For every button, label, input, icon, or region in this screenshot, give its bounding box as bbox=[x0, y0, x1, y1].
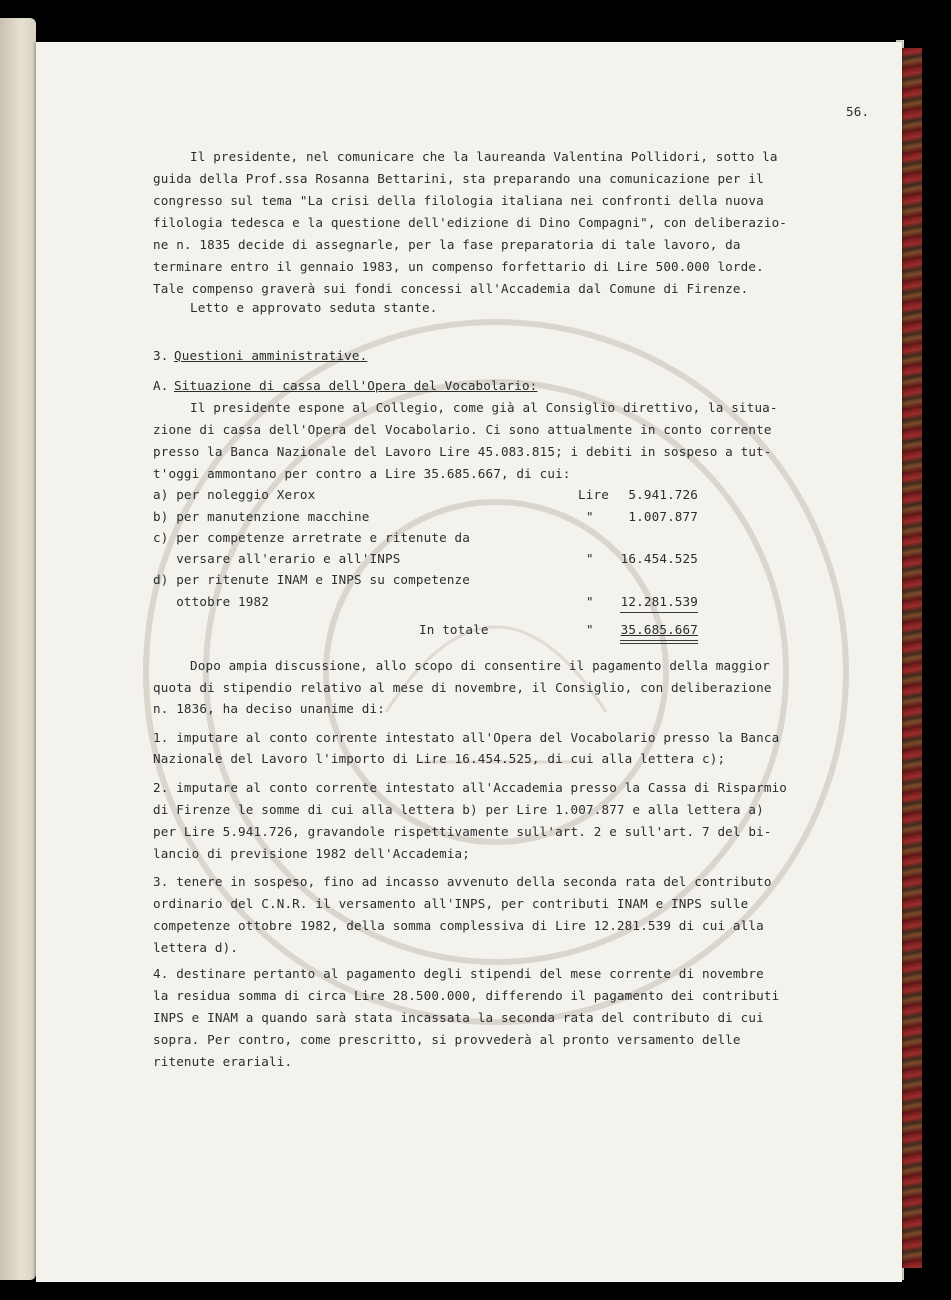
debt-description: c) per competenze arretrate e ritenute da bbox=[153, 530, 471, 545]
debt-description: d) per ritenute INAM e INPS su competenze bbox=[153, 572, 471, 587]
subsection-number: A. bbox=[153, 378, 169, 393]
paragraph-line: Dopo ampia discussione, allo scopo di consentire il pagamento della maggior bbox=[190, 658, 770, 673]
resolution-item-line: competenze ottobre 1982, della somma complessiva di Lire 12.281.539 di cui alla bbox=[153, 918, 764, 933]
approval-note: Letto e approvato seduta stante. bbox=[190, 300, 438, 315]
paragraph-line: presso la Banca Nazionale del Lavoro Lire 45.083.815; i debiti in sospeso a tut- bbox=[153, 444, 772, 459]
resolution-item-line: 1. imputare al conto corrente intestato all'Opera del Vocabolario presso la Banca bbox=[153, 730, 780, 745]
resolution-item-line: 2. imputare al conto corrente intestato all'Accademia presso la Cassa di Risparmio bbox=[153, 780, 788, 795]
debt-amount: 1.007.877 bbox=[628, 509, 698, 524]
total-amount: 35.685.667 bbox=[620, 622, 698, 637]
paragraph-line: terminare entro il gennaio 1983, un compenso forfettario di Lire 500.000 lorde. bbox=[153, 259, 764, 274]
double-rule bbox=[620, 640, 698, 641]
debt-description: ottobre 1982 bbox=[153, 594, 269, 609]
paragraph-line: zione di cassa dell'Opera del Vocabolario. Ci sono attualmente in conto corrente bbox=[153, 422, 772, 437]
section-number: 3. bbox=[153, 348, 169, 363]
resolution-item-line: ritenute erariali. bbox=[153, 1054, 293, 1069]
resolution-item-line: 4. destinare pertanto al pagamento degli stipendi del mese corrente di novembre bbox=[153, 966, 764, 981]
resolution-item-line: la residua somma di circa Lire 28.500.000, differendo il pagamento dei contributi bbox=[153, 988, 780, 1003]
section-title: Questioni amministrative. bbox=[174, 348, 368, 363]
page-number: 56. bbox=[846, 104, 870, 119]
document-page bbox=[36, 42, 902, 1282]
resolution-item-line: per Lire 5.941.726, gravandole rispettivamente sull'art. 2 e sull'art. 7 del bi- bbox=[153, 824, 772, 839]
debt-amount: 12.281.539 bbox=[620, 594, 698, 609]
paragraph-line: Il presidente, nel comunicare che la laureanda Valentina Pollidori, sotto la bbox=[190, 149, 778, 164]
paragraph-line: guida della Prof.ssa Rosanna Bettarini, sta preparando una comunicazione per il bbox=[153, 171, 764, 186]
resolution-item-line: 3. tenere in sospeso, fino ad incasso avvenuto della seconda rata del contributo bbox=[153, 874, 772, 889]
currency-mark: " bbox=[586, 594, 594, 609]
double-rule bbox=[620, 643, 698, 644]
resolution-item-line: Nazionale del Lavoro l'importo di Lire 16.454.525, di cui alla lettera c); bbox=[153, 751, 726, 766]
currency-mark: " bbox=[586, 551, 594, 566]
left-page-edge bbox=[0, 18, 36, 1280]
paragraph-line: quota di stipendio relativo al mese di novembre, il Consiglio, con deliberazione bbox=[153, 680, 772, 695]
debt-description: versare all'erario e all'INPS bbox=[153, 551, 401, 566]
debt-amount: 5.941.726 bbox=[628, 487, 698, 502]
currency-mark: Lire bbox=[578, 487, 609, 502]
total-currency-mark: " bbox=[586, 622, 594, 637]
paragraph-line: n. 1836, ha deciso unanime di: bbox=[153, 701, 385, 716]
resolution-item-line: ordinario del C.N.R. il versamento all'INPS, per contributi INAM e INPS sulle bbox=[153, 896, 749, 911]
debt-description: b) per manutenzione macchine bbox=[153, 509, 370, 524]
resolution-item-line: lancio di previsione 1982 dell'Accademia; bbox=[153, 846, 471, 861]
paragraph-line: Tale compenso graverà sui fondi concessi all'Accademia dal Comune di Firenze. bbox=[153, 281, 749, 296]
resolution-item-line: di Firenze le somme di cui alla lettera b) per Lire 1.007.877 e alla lettera a) bbox=[153, 802, 764, 817]
debt-description: a) per noleggio Xerox bbox=[153, 487, 316, 502]
paragraph-line: filologia tedesca e la questione dell'edizione di Dino Compagni", con deliberazio- bbox=[153, 215, 788, 230]
marbled-page-edge bbox=[900, 48, 922, 1268]
paragraph-line: ne n. 1835 decide di assegnarle, per la fase preparatoria di tale lavoro, da bbox=[153, 237, 741, 252]
resolution-item-line: lettera d). bbox=[153, 940, 239, 955]
paragraph-line: congresso sul tema "La crisi della filologia italiana nei confronti della nuova bbox=[153, 193, 764, 208]
total-label: In totale bbox=[419, 622, 489, 637]
sum-rule bbox=[620, 612, 698, 613]
currency-mark: " bbox=[586, 509, 594, 524]
resolution-item-line: INPS e INAM a quando sarà stata incassata la seconda rata del contributo di cui bbox=[153, 1010, 764, 1025]
paragraph-line: t'oggi ammontano per contro a Lire 35.685.667, di cui: bbox=[153, 466, 571, 481]
debt-amount: 16.454.525 bbox=[620, 551, 698, 566]
resolution-item-line: sopra. Per contro, come prescritto, si provvederà al pronto versamento delle bbox=[153, 1032, 741, 1047]
paragraph-line: Il presidente espone al Collegio, come già al Consiglio direttivo, la situa- bbox=[190, 400, 778, 415]
subsection-title: Situazione di cassa dell'Opera del Vocabolario: bbox=[174, 378, 538, 393]
